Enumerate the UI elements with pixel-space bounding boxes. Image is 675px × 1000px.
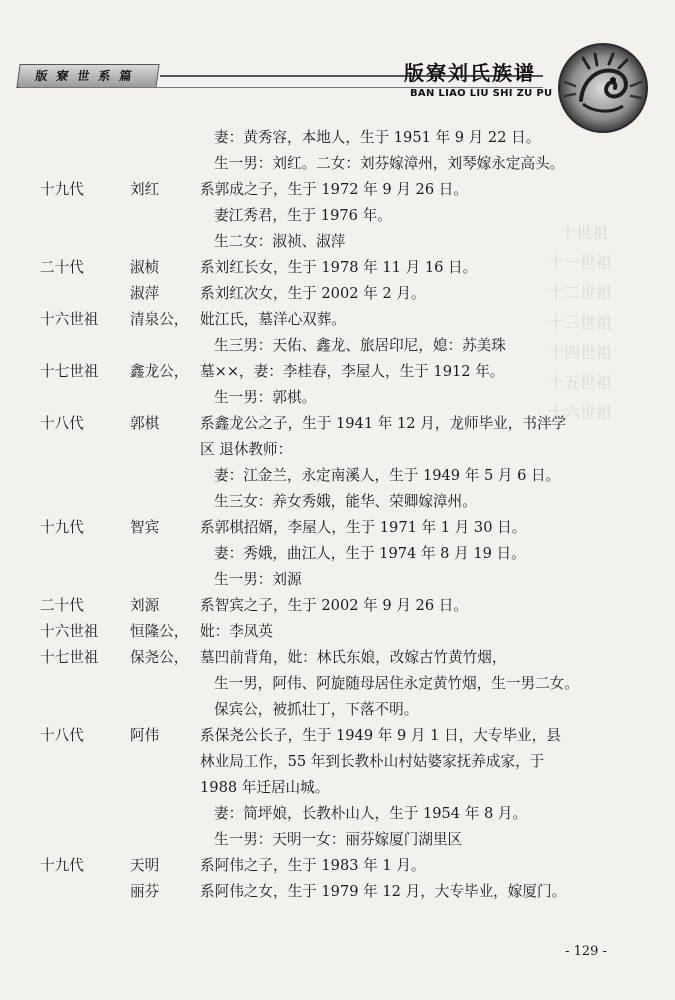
genealogy-line xyxy=(0,177,675,203)
genealogy-line xyxy=(0,333,675,359)
book-title-pinyin: BAN LIAO LIU SHI ZU PU xyxy=(410,88,553,99)
person-name: 刘红 xyxy=(130,181,160,198)
entry-text: 系郭棋招婿，李屋人，生于 1971 年 1 月 30 日。 xyxy=(200,519,527,536)
person-name: 丽芬 xyxy=(130,883,160,900)
genealogy-line xyxy=(0,229,675,255)
entry-text: 保宾公，被抓壮丁，下落不明。 xyxy=(214,701,419,718)
genealogy-line xyxy=(0,541,675,567)
person-name: 郭棋 xyxy=(130,415,160,432)
bleed-through-text: 十世祖 xyxy=(560,223,609,242)
entry-text: 系保尧公长子，生于 1949 年 9 月 1 日，大专毕业，县 xyxy=(200,727,561,744)
genealogy-line xyxy=(0,203,675,229)
entry-text: 生二女：淑祯、淑萍 xyxy=(214,233,346,250)
entry-text: 妻：简坪娘，长教朴山人，生于 1954 年 8 月。 xyxy=(214,805,528,822)
generation-label: 二十代 xyxy=(40,259,84,276)
genealogy-line xyxy=(0,619,675,645)
genealogy-line xyxy=(0,593,675,619)
genealogy-line xyxy=(0,671,675,697)
entry-text: 生一男：刘源 xyxy=(214,571,302,588)
genealogy-line xyxy=(0,853,675,879)
genealogy-line xyxy=(0,385,675,411)
person-name: 智宾 xyxy=(130,519,160,536)
generation-label: 十八代 xyxy=(40,415,84,432)
generation-label: 十九代 xyxy=(40,519,84,536)
bleed-through-text: 十四世祖 xyxy=(548,343,613,362)
entry-text: 生三女：养女秀娥，能华、荣卿嫁漳州。 xyxy=(214,493,477,510)
entry-text: 妻：江金兰，永定南溪人，生于 1949 年 5 月 6 日。 xyxy=(214,467,561,484)
entry-text: 墓凹前背角，妣：林氏东娘，改嫁古竹黄竹烟， xyxy=(200,649,507,666)
person-name: 保尧公， xyxy=(130,649,189,666)
entry-text: 系智宾之子，生于 2002 年 9 月 26 日。 xyxy=(200,597,468,614)
bleed-through-text: 十六世祖 xyxy=(548,403,613,422)
bleed-through-text: 十一世祖 xyxy=(548,253,613,272)
bleed-through-text: 十三世祖 xyxy=(548,313,613,332)
entry-text: 生一男，阿伟、阿旋随母居住永定黄竹烟，生一男二女。 xyxy=(214,675,579,692)
entry-text: 林业局工作，55 年到长教朴山村姑婆家抚养成家，于 xyxy=(200,753,545,770)
entry-text: 系刘红次女，生于 2002 年 2 月。 xyxy=(200,285,426,302)
entry-text: 生一男：郭棋。 xyxy=(214,389,317,406)
page-number: - 129 - xyxy=(565,944,607,959)
genealogy-line xyxy=(0,697,675,723)
entry-text: 系郭成之子，生于 1972 年 9 月 26 日。 xyxy=(200,181,468,198)
genealogy-line xyxy=(0,645,675,671)
entry-text: 系鑫龙公之子，生于 1941 年 12 月，龙师毕业，书泮学 xyxy=(200,415,567,432)
entry-text: 妻：秀娥，曲江人，生于 1974 年 8 月 19 日。 xyxy=(214,545,526,562)
entry-text: 系阿伟之子，生于 1983 年 1 月。 xyxy=(200,857,426,874)
genealogy-line xyxy=(0,515,675,541)
entry-text: 妻江秀君，生于 1976 年。 xyxy=(214,207,392,224)
entry-text: 妣江氏，墓洋心双葬。 xyxy=(200,311,346,328)
entry-text: 墓××，妻：李桂春，李屋人，生于 1912 年。 xyxy=(200,363,505,380)
entry-text: 生一男：天明一女：丽芬嫁厦门湖里区 xyxy=(214,831,463,848)
person-name: 清泉公， xyxy=(130,311,189,328)
genealogy-line xyxy=(0,307,675,333)
person-name: 天明 xyxy=(130,857,160,874)
entry-text: 妣：李凤英 xyxy=(200,623,273,640)
entry-text: 区 退休教师： xyxy=(200,441,293,458)
generation-label: 十六世祖 xyxy=(40,311,99,328)
genealogy-line xyxy=(0,151,675,177)
entry-text: 系阿伟之女，生于 1979 年 12 月，大专毕业，嫁厦门。 xyxy=(200,883,567,900)
genealogy-line xyxy=(0,723,675,749)
entry-text: 1988 年迁居山城。 xyxy=(200,779,330,796)
generation-label: 二十代 xyxy=(40,597,84,614)
entry-text: 系刘红长女，生于 1978 年 11 月 16 日。 xyxy=(200,259,478,276)
genealogy-line xyxy=(0,827,675,853)
person-name: 淑桢 xyxy=(130,259,160,276)
entry-text: 生三男：天佑、鑫龙、旅居印尼，媳：苏美珠 xyxy=(214,337,506,354)
genealogy-line xyxy=(0,359,675,385)
generation-label: 十九代 xyxy=(40,181,84,198)
bleed-through-text: 十五世祖 xyxy=(548,373,613,392)
genealogy-line xyxy=(0,567,675,593)
genealogy-line xyxy=(0,489,675,515)
genealogy-line xyxy=(0,281,675,307)
entry-text: 妻：黄秀容，本地人，生于 1951 年 9 月 22 日。 xyxy=(214,129,541,146)
genealogy-line xyxy=(0,125,675,151)
section-tab: 版寮世系篇 xyxy=(16,64,159,88)
entry-text: 生一男：刘红。二女：刘芬嫁漳州，刘琴嫁永定高头。 xyxy=(214,155,565,172)
generation-label: 十七世祖 xyxy=(40,649,99,666)
genealogy-line xyxy=(0,775,675,801)
book-title: 版寮刘氏族谱 xyxy=(404,61,536,85)
genealogy-line xyxy=(0,801,675,827)
person-name: 阿伟 xyxy=(130,727,160,744)
person-name: 鑫龙公， xyxy=(130,363,189,380)
genealogy-line xyxy=(0,463,675,489)
person-name: 淑萍 xyxy=(130,285,160,302)
generation-label: 十六世祖 xyxy=(40,623,99,640)
bleed-through-text: 十二世祖 xyxy=(548,283,613,302)
genealogy-line xyxy=(0,437,675,463)
genealogy-line xyxy=(0,255,675,281)
person-name: 恒隆公， xyxy=(130,623,189,640)
dragon-emblem-icon xyxy=(553,38,653,138)
genealogy-line xyxy=(0,411,675,437)
person-name: 刘源 xyxy=(130,597,160,614)
genealogy-line xyxy=(0,749,675,775)
generation-label: 十八代 xyxy=(40,727,84,744)
genealogy-line xyxy=(0,879,675,905)
generation-label: 十九代 xyxy=(40,857,84,874)
generation-label: 十七世祖 xyxy=(40,363,99,380)
